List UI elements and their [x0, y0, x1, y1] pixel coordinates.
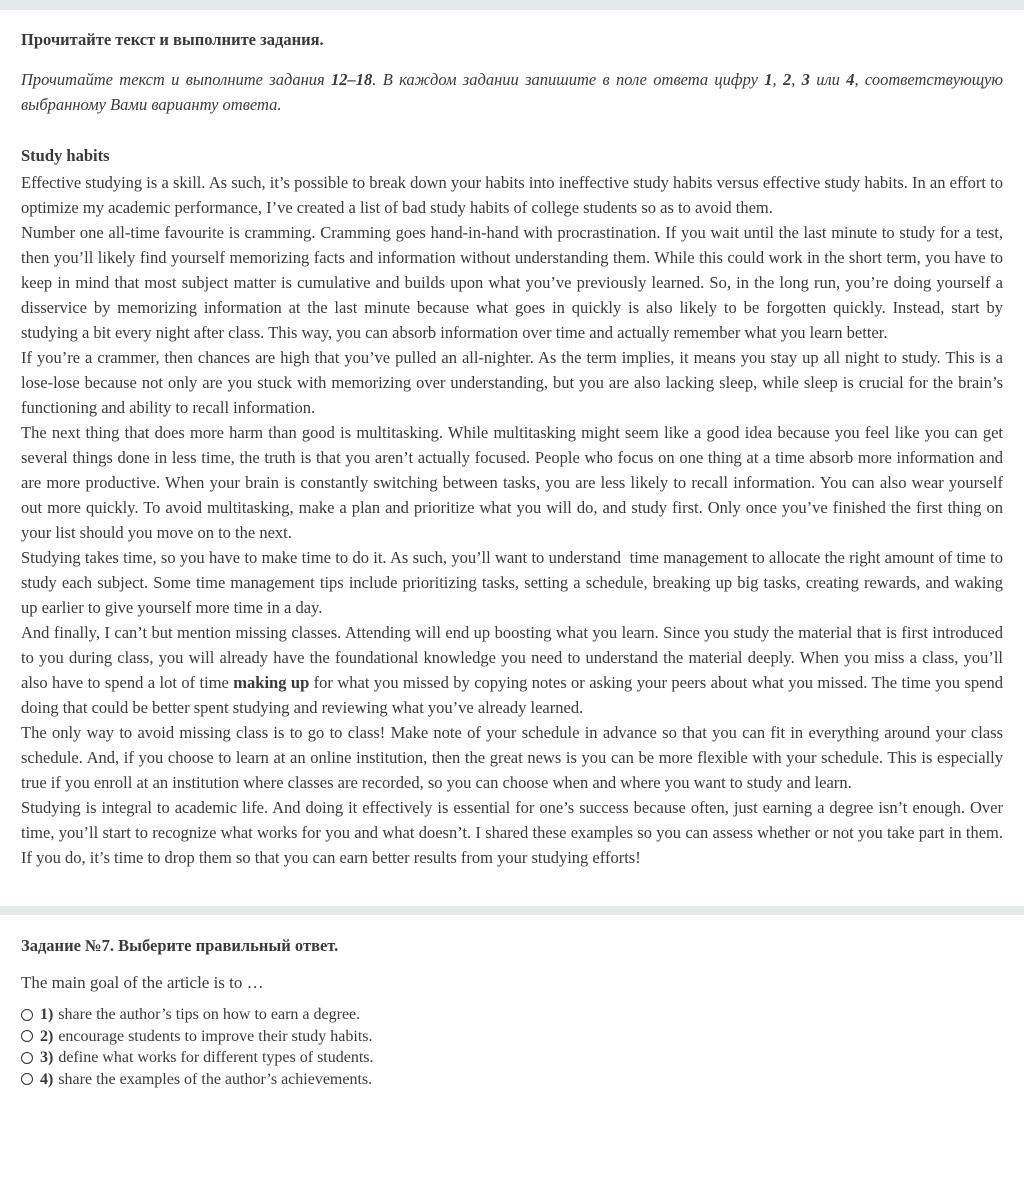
answer-option[interactable] [21, 1004, 1003, 1026]
question-text: The main goal of the article is to … [21, 973, 264, 992]
article-paragraph: Studying is integral to academic life. And doing it effectively is essential for one’s success because often, just earning a degree isn’t enough. Over time, you’ll start to recognize what works for you and what doesn’t. I shared these examples so you can assess whether or not you take part in them. If you do, it’s time to drop them so that you can earn better results from your studying efforts! [21, 798, 1003, 867]
answer-option[interactable] [21, 1047, 1003, 1069]
option-number: 1) [40, 1006, 54, 1023]
task-section [0, 935, 1024, 1090]
article-paragraph: Number one all-time favourite is cramming. Cramming goes hand-in-hand with procrastination. If you wait until the last minute to study for a test, then you’ll likely find yourself memorizing facts and information without understanding them. While this could work in the short term, you have to keep in mind that most subject matter is cumulative and builds upon what you’ve previously learned. So, in the long run, you’re doing yourself a disservice by memorizing information at the last minute because what goes in quickly is also likely to be forgotten quickly. Instead, start by studying a bit every night after class. This way, you can absorb information over time and actually remember what you learn better. [21, 223, 1003, 342]
radio-button-icon[interactable] [21, 1073, 33, 1085]
answer-option[interactable] [21, 1069, 1003, 1091]
option-number: 3) [40, 1049, 54, 1066]
main-instruction: Прочитайте текст и выполните задания. [21, 30, 324, 49]
option-number: 4) [40, 1070, 54, 1088]
options-list [21, 1004, 1003, 1090]
intro-instruction: Прочитайте текст и выполните задания 12–18. В каждом задании запишите в поле ответа цифру 1, 2, 3 или 4, соответствующую выбранному Вами варианту ответа. [21, 70, 1003, 114]
reading-section [0, 29, 1024, 870]
radio-button-icon[interactable] [21, 1052, 33, 1064]
article-paragraph: The only way to avoid missing class is to go to class! Make note of your schedule in advance so that you can fit in everything around your class schedule. And, if you choose to learn at an online institution, then the great news is you can be more flexible with your schedule. This is especially true if you enroll at an institution where classes are recorded, so you can choose when and where you want to study and learn. [21, 723, 1003, 792]
radio-button-icon[interactable] [21, 1030, 33, 1042]
article-paragraph: Effective studying is a skill. As such, it’s possible to break down your habits into ineffective study habits versus effective study habits. In an effort to optimize my academic performance, I’ve created a list of bad study habits of college students so as to avoid them. [21, 173, 1003, 217]
top-divider-bar [0, 0, 1024, 10]
answer-option[interactable] [21, 1026, 1003, 1048]
article-paragraph: If you’re a crammer, then chances are high that you’ve pulled an all-nighter. As the term implies, it means you stay up all night to study. This is a lose-lose because not only are you stuck with memorizing over understanding, but you are also lacking sleep, while sleep is crucial for the brain’s functioning and ability to recall information. [21, 348, 1003, 417]
article-paragraph: The next thing that does more harm than good is multitasking. While multitasking might seem like a good idea because you feel like you can get several things done in less time, the truth is that you aren’t actually focused. People who focus on one thing at a time absorb more information and are more productive. When your brain is constantly switching between tasks, you are less likely to recall information. You can also wear yourself out more quickly. To avoid multitasking, make a plan and prioritize what you will do, and study first. Only once you’ve finished the first thing on your list should you move on to the next. [21, 423, 1003, 542]
article-paragraph: And finally, I can’t but mention missing classes. Attending will end up boosting what you learn. Since you study the material that is first introduced to you during class, you will already have the foundational knowledge you need to understand the material deeply. When you miss a class, you’ll also have to spend a lot of time making up for what you missed by copying notes or asking your peers about what you missed. The time you spend doing that could be better spent studying and reviewing what you’ve already learned. [21, 623, 1003, 717]
task-title: Задание №7. Выберите правильный ответ. [21, 936, 339, 955]
option-label: define what works for different types of students. [58, 1049, 374, 1066]
section-divider-bar [0, 906, 1024, 915]
option-label: share the examples of the author’s achievements. [58, 1070, 373, 1088]
radio-button-icon[interactable] [21, 1009, 33, 1021]
option-label: share the author’s tips on how to earn a degree. [58, 1006, 361, 1023]
article-paragraph: Studying takes time, so you have to make time to do it. As such, you’ll want to understand time management to allocate the right amount of time to study each subject. Some time management tips include prioritizing tasks, setting a schedule, breaking up big tasks, creating rewards, and waking up earlier to give yourself more time in a day. [21, 548, 1003, 617]
article-title: Study habits [21, 146, 110, 165]
option-label: encourage students to improve their study habits. [58, 1027, 373, 1045]
option-number: 2) [40, 1027, 54, 1045]
article-body [21, 170, 1003, 870]
